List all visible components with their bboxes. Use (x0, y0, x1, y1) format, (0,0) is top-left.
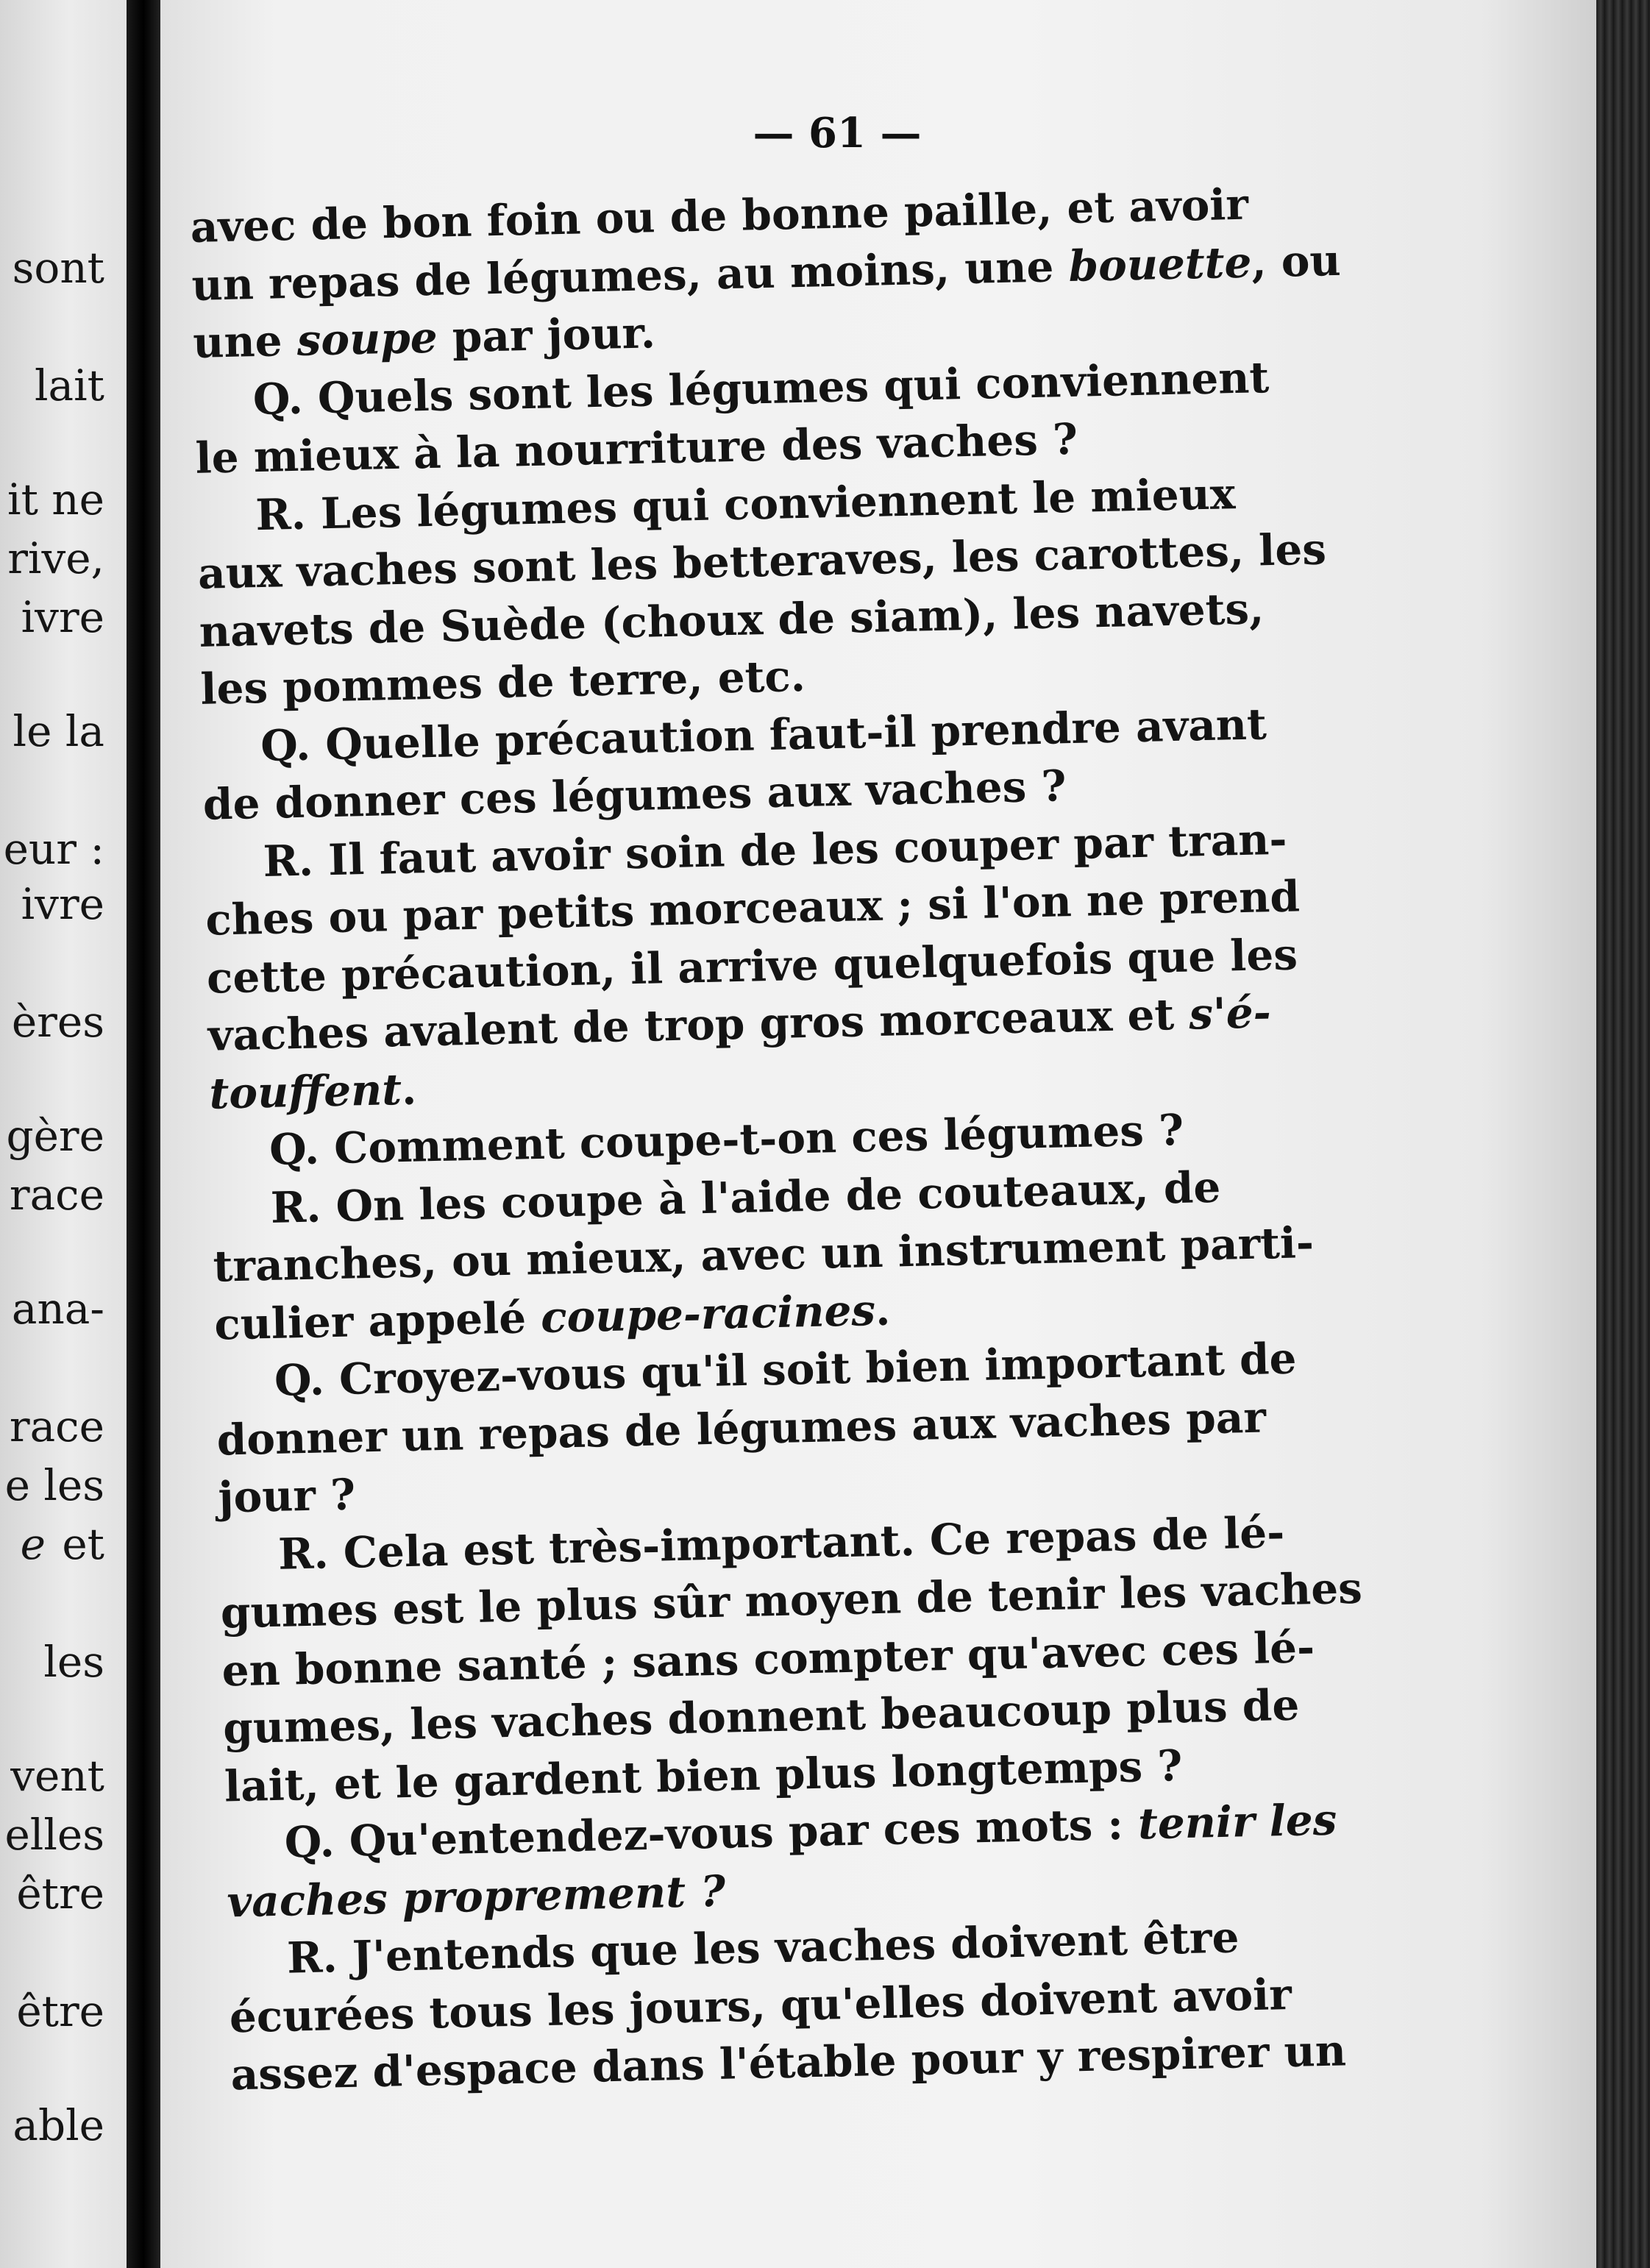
previous-page-text-fragment: eur : (3, 824, 104, 874)
previous-page-text-fragment: vent (10, 1751, 104, 1801)
previous-page-text-fragment: ana- (11, 1284, 104, 1334)
text-segment: navets de Suède (choux de siam), les navets, (199, 583, 1265, 657)
italic-text: s'é- (1188, 987, 1272, 1039)
text-segment: assez d'espace dans l'étable pour y respirer un (230, 2025, 1347, 2100)
text-segment: R. Cela est très-important. Ce repas de lé- (277, 1507, 1285, 1579)
text-segment: écurées tous les jours, qu'elles doivent avoir (229, 1969, 1292, 2042)
page-body-text (190, 171, 1482, 2104)
text-segment: Q. Qu'entendez-vous par ces mots : (284, 1799, 1139, 1868)
text-segment: , ou (1251, 235, 1342, 288)
italic-text: bouette (1067, 237, 1253, 291)
text-segment: en bonne santé ; sans compter qu'avec ces lé- (221, 1621, 1315, 1696)
text-segment: R. Il faut avoir soin de les couper par tran- (262, 814, 1288, 886)
text-segment: ches ou par petits morceaux ; si l'on ne prend (205, 871, 1301, 945)
previous-page-text-fragment: able (13, 2100, 104, 2150)
previous-page-edge (0, 0, 127, 2268)
text-segment: Q. Quels sont les légumes qui conviennent (252, 352, 1270, 424)
text-segment: par jour. (436, 308, 656, 363)
previous-page-text-fragment: sont (12, 243, 104, 293)
text-segment: R. On les coupe à l'aide de couteaux, de (270, 1162, 1221, 1233)
italic-text: soupe (296, 312, 438, 366)
text-segment: avec de bon foin ou de bonne paille, et avoir (190, 179, 1249, 252)
page-number: — 61 — (753, 109, 922, 157)
text-segment: les pommes de terre, etc. (199, 650, 806, 714)
text-segment: un repas de légumes, au moins, une (191, 241, 1070, 310)
previous-page-text-fragment: e (20, 1519, 46, 1569)
text-segment: jour ? (217, 1469, 356, 1523)
text-segment: vaches avalent de trop gros morceaux et (207, 989, 1190, 1061)
text-segment: R. J'entends que les vaches doivent être (286, 1912, 1240, 1983)
previous-page-text-fragment: e les (4, 1460, 104, 1510)
italic-text: coupe-racines (540, 1284, 876, 1343)
text-segment: gumes est le plus sûr moyen de tenir les vaches (220, 1563, 1363, 1638)
text-segment: Q. Quelle précaution faut-il prendre avant (260, 698, 1267, 771)
previous-page-text-fragment: rive, (7, 533, 104, 583)
book-gutter (127, 0, 160, 2268)
text-segment: . (401, 1064, 417, 1115)
text-segment: R. Les légumes qui conviennent le mieux (255, 468, 1237, 540)
italic-text: vaches proprement ? (226, 1866, 726, 1927)
previous-page-text-fragment: être (16, 1869, 104, 1919)
text-segment: gumes, les vaches donnent beaucoup plus de (222, 1679, 1300, 1754)
text-segment: une (192, 315, 298, 368)
previous-page-text-fragment: le la (13, 706, 104, 756)
previous-page-text-fragment: et (62, 1519, 104, 1569)
italic-text: touffent (208, 1064, 402, 1119)
page-stack-edge (1596, 0, 1650, 2268)
previous-page-text-fragment: it ne (7, 474, 104, 525)
previous-page-text-fragment: ivre (21, 592, 104, 642)
previous-page-text-fragment: lait (35, 360, 104, 410)
previous-page-text-fragment: ivre (21, 879, 104, 929)
text-segment: . (875, 1284, 891, 1335)
text-segment: Q. Croyez-vous qu'il soit bien important de (274, 1333, 1298, 1406)
italic-text: tenir les (1137, 1794, 1337, 1849)
previous-page-text-fragment: être (16, 1986, 104, 2036)
text-segment: donner un repas de légumes aux vaches par (216, 1391, 1267, 1465)
previous-page-text-fragment: gère (6, 1111, 104, 1161)
text-segment: lait, et le gardent bien plus longtemps ? (224, 1740, 1184, 1811)
book-page (160, 0, 1596, 2268)
previous-page-text-fragment: race (9, 1170, 104, 1220)
text-segment: Q. Comment coupe-t-on ces légumes ? (269, 1104, 1184, 1175)
text-segment: culier appelé (213, 1292, 541, 1350)
previous-page-text-fragment: elles (4, 1810, 104, 1860)
previous-page-text-fragment: ères (11, 997, 104, 1047)
text-segment: de donner ces légumes aux vaches ? (202, 761, 1067, 830)
text-segment: cette précaution, il arrive quelquefois que les (206, 928, 1298, 1003)
text-segment: aux vaches sont les betteraves, les carottes, les (197, 524, 1327, 599)
text-segment: tranches, ou mieux, avec un instrument parti- (212, 1217, 1315, 1292)
previous-page-text-fragment: les (43, 1637, 104, 1687)
text-segment: le mieux à la nourriture des vaches ? (194, 413, 1078, 483)
previous-page-text-fragment: race (9, 1401, 104, 1451)
